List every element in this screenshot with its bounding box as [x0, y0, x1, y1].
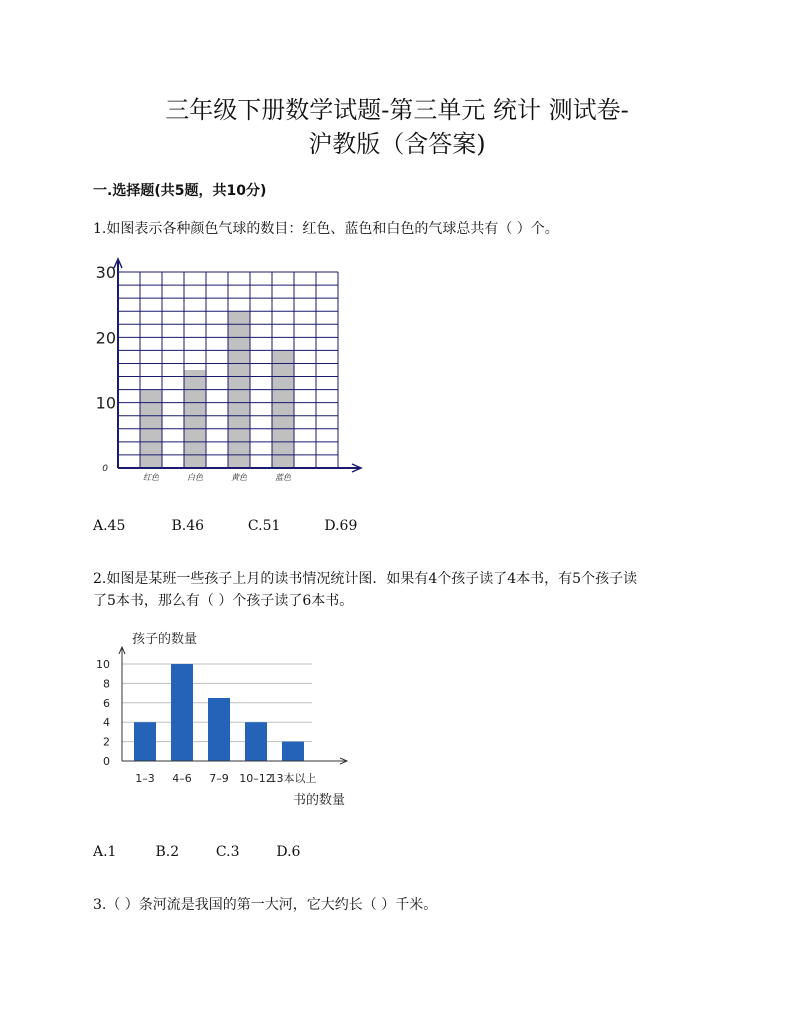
- bar: [134, 722, 156, 761]
- y-tick-label: 4: [103, 716, 110, 730]
- x-axis-title: 书的数量: [292, 793, 346, 808]
- y-tick-label: 2: [103, 735, 110, 749]
- option-c[interactable]: C.51: [247, 518, 281, 534]
- x-tick-label: 蓝色: [275, 473, 291, 482]
- y-tick-label: 30: [95, 263, 116, 282]
- bar: [208, 698, 230, 761]
- question-3-line: 3.（ ）条河流是我国的第一大河，它大约长（ ）千米。: [93, 897, 438, 913]
- question-2-line: 2.如图是某班一些孩子上月的读书情况统计图．如果有4个孩子读了4本书，有5个孩子读: [93, 571, 638, 587]
- y-tick-label: 10: [95, 393, 116, 413]
- bar: [171, 664, 193, 761]
- x-tick-label: 10–12: [239, 772, 273, 785]
- y-axis-title: 孩子的数量: [132, 632, 198, 647]
- y-tick-label: 20: [95, 328, 116, 348]
- x-tick-label: 白色: [187, 473, 203, 482]
- y-tick-label: 10: [96, 658, 110, 671]
- y-tick-label: 0: [103, 755, 110, 768]
- x-tick-label: 4–6: [172, 772, 192, 785]
- option-b[interactable]: B.2: [155, 844, 180, 860]
- option-a[interactable]: A.45: [93, 518, 126, 534]
- x-tick-label: 13本以上: [269, 772, 317, 785]
- y-tick-label: 0: [102, 464, 108, 474]
- question-1-line: 1.如图表示各种颜色气球的数目：红色、蓝色和白色的气球总共有（ ）个。: [93, 221, 559, 237]
- bar: [282, 742, 304, 761]
- y-tick-label: 6: [103, 696, 110, 710]
- question-3-text: [93, 894, 437, 916]
- x-tick-label: 1–3: [135, 772, 155, 785]
- y-tick-label: 8: [103, 677, 110, 691]
- option-c[interactable]: C.3: [215, 844, 240, 860]
- bar: [245, 722, 267, 761]
- option-a[interactable]: A.1: [93, 844, 117, 860]
- paper-title-line2: 沪教版（含答案): [308, 130, 486, 158]
- section-heading: 一.选择题(共5题，共10分): [93, 183, 267, 199]
- x-tick-label: 黄色: [231, 473, 247, 482]
- x-tick-label: 7–9: [209, 772, 229, 785]
- question-2-options: [93, 844, 300, 860]
- option-d[interactable]: D.69: [324, 518, 358, 534]
- paper-title-line1: 三年级下册数学试题-第三单元 统计 测试卷-: [165, 96, 629, 124]
- x-tick-label: 红色: [143, 473, 159, 482]
- question-2-line: 了5本书，那么有（ ）个孩子读了6本书。: [93, 593, 354, 609]
- option-d[interactable]: D.6: [276, 844, 301, 860]
- option-b[interactable]: B.46: [171, 518, 205, 534]
